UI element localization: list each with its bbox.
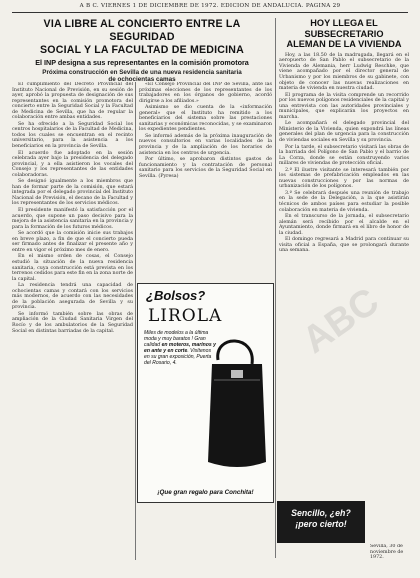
ad-copy-bold: en moteros, marinos y en ante y en corte — [144, 342, 216, 355]
lead-column-1 — [12, 82, 133, 562]
lead-paragraph: Se acordó que la comisión inicie sus trabajos en breve plazo, a fin de que el concierto pueda ser firmado antes de finalizar el presente año y entre en vigor el próximo mes de enero. — [12, 231, 133, 253]
small-advertisement — [277, 501, 365, 543]
lead-paragraph: Se informó además de la próxima inauguración de nuevos consultorios en varias localidades de la provincia y de la ampliación de los horarios de asistencia en los centros de urgencia. — [139, 133, 272, 156]
vivienda-headline-line-1: HOY LLEGA EL SUBSECRETARIO — [304, 18, 384, 39]
small-ad-line-1: Sencillo, ¿eh? — [291, 508, 351, 518]
vivienda-paragraph: Le acompañará el delegado provincial del Ministerio de la Vivienda, quien expondrá las líneas generales del plan de urgencia para la construcción de viviendas sociales en Sevilla y su provincia. — [279, 121, 409, 143]
lead-paragraph: En el mismo orden de cosas, el Consejo estudió la situación de la nueva residencia sanitaria, cuya construcción está prevista en los terrenos cedidos para este fin en la zona norte de la capital. — [12, 254, 133, 282]
lead-subhead-3: de ochocientas camas — [108, 76, 176, 84]
vivienda-paragraph: 3.º Se celebrará después una reunión de trabajo en la sede de la Delegación, a la que asistirán técnicos de ambos países para estudiar la posible colaboración en materia de vivienda. — [279, 190, 409, 213]
lead-paragraph: «El Consejo Provincial del INP de Sevilla, ante las próximas elecciones de los representantes de los trabajadores en los órganos de gobierno, acordó dirigirse a los afiliados.» — [139, 82, 272, 104]
vivienda-paragraph: Hoy, a las 18.50 de la madrugada, llegará en el aeropuerto de San Pablo el subsecretario de la Vivienda de Alemania, herr Ludwig Reschke, que viene acompañado por el director general de Urbanismo y por los miembros de su gabinete, con objeto de conocer las nuevas realizaciones en materia de vivienda en nuestra ciudad. — [279, 52, 409, 92]
lead-paragraph: Por último, se aprobaron distintos gastos de funcionamiento y la contratación de personal sanitario para los servicios de la Seguridad Social en Sevilla. (Pyresa) — [139, 157, 272, 179]
ad-brand: LIROLA — [148, 306, 223, 326]
lead-paragraph: Se informó también sobre las obras de ampliación de la Ciudad Sanitaria Virgen del Rocío y de los ambulatorios de la Seguridad Social en distintas barriadas de la capital. — [12, 311, 133, 334]
lead-column-2 — [139, 82, 272, 277]
column-divider — [135, 82, 136, 560]
dateline-text: Sevilla, 30 de noviembre de 1972. — [370, 544, 404, 561]
running-head-text: A B C. VIERNES 1 DE DICIEMBRE DE 1972. EDICION DE ANDALUCIA. PAGINA 29 — [79, 3, 341, 9]
ad-headline: ¿Bolsos? — [146, 288, 206, 303]
vivienda-paragraph: Por la tarde, el subsecretario visitará las obras de la barriada del Polígono de San Pablo y el barrio de La Corza, donde se están construyendo varios millares de viviendas de protección oficial. — [279, 144, 409, 167]
dateline — [370, 544, 415, 561]
lirola-advertisement — [137, 283, 274, 503]
lead-subhead-1: El INP designa a sus representantes en la comisión promotora — [35, 58, 249, 67]
lead-headline-block — [12, 18, 272, 84]
lead-headline-line-2: SOCIAL Y LA FACULTAD DE MEDICINA — [40, 44, 244, 56]
vivienda-paragraph: 2.º El ilustre visitante se interesará también por los sistemas de prefabricación empleados en las nuevas construcciones y por las normas de urbanización de los polígonos. — [279, 167, 409, 190]
watermark: ABC — [295, 280, 387, 362]
lead-paragraph: La residencia tendrá una capacidad de ochocientas camas y contará con los servicios más modernos, de acuerdo con las necesidades de la población asegurada de Sevilla y su provincia. — [12, 283, 133, 311]
ad-copy-tail: . Visítenos en su gran exposición, Puerta del Rosario, 4. — [144, 348, 212, 367]
vivienda-story — [279, 18, 409, 500]
lead-paragraph: Se designó igualmente a los miembros que han de formar parte de la comisión, que estará integrada por el delegado provincial del Instituto Nacional de Previsión, el decano de la Facultad y los representantes de los servicios médicos. — [12, 179, 133, 207]
running-head-rule — [12, 12, 408, 13]
vivienda-headline-line-2: ALEMAN DE LA VIVIENDA — [286, 39, 402, 50]
lead-paragraph: El cumplimiento del Decreto Provincial del Instituto Nacional de Previsión, en su sesión de ayer, aprobó la propuesta de designación de sus representantes en la comisión promotora del concierto entre la Seguridad Social y la Facultad de Medicina de Sevilla, que ha de regular la colaboración entre ambas entidades. — [12, 82, 133, 121]
handbag-icon — [204, 324, 270, 474]
vivienda-paragraph: El programa de la visita comprende un recorrido por los nuevos polígonos residenciales de la capital y una entrevista con las autoridades provinciales y municipales, que explicarán los proyectos en marcha. — [279, 92, 409, 120]
ad-slogan: ¡Que gran regalo para Conchita! — [157, 489, 254, 496]
lead-headline-line-1: VIA LIBRE AL CONCIERTO ENTRE LA SEGURIDAD — [43, 18, 241, 43]
lead-subhead-2: Próxima construcción en Sevilla de una nueva residencia sanitaria — [42, 68, 242, 76]
small-ad-line-2: ¡pero cierto! — [295, 518, 347, 529]
lead-paragraph: Se ha ofrecido a la Seguridad Social los centros hospitalarios de la Facultad de Medicina, todos los cuales se encuentran en el recinto universitario, para la asistencia a los beneficiarios en la provincia de Sevilla. — [12, 121, 133, 150]
vivienda-paragraph: En el transcurso de la jornada, el subsecretario alemán será recibido por el alcalde en el Ayuntamiento, donde firmará en el libro de honor de la ciudad. — [279, 214, 409, 236]
vivienda-paragraph: El domingo regresará a Madrid para continuar su visita oficial a España, que se prolongará durante una semana. — [279, 237, 409, 254]
lead-paragraph: El acuerdo fue adoptado en la sesión celebrada ayer bajo la presidencia del delegado provincial, y a ella asistieron los vocales del Consejo y los representantes de las entidades colaboradoras. — [12, 150, 133, 178]
running-head — [0, 3, 420, 9]
ad-copy-text: Miles de modelos a la última moda y muy baratos ! Gran calidad — [144, 330, 209, 349]
lead-paragraph: Asimismo se dio cuenta de la «información general» que el Instituto ha remitido a los beneficiarios del sistema sobre las prestaciones sanitarias y económicas reconocidas, y se examinaron los expedientes pendientes. — [139, 105, 272, 133]
column-divider — [275, 18, 276, 558]
lead-paragraph: El presidente manifestó la satisfacción por el acuerdo, que supone un paso decisivo para la mejora de la asistencia sanitaria en la provincia y para la formación de los futuros médicos. — [12, 208, 133, 230]
